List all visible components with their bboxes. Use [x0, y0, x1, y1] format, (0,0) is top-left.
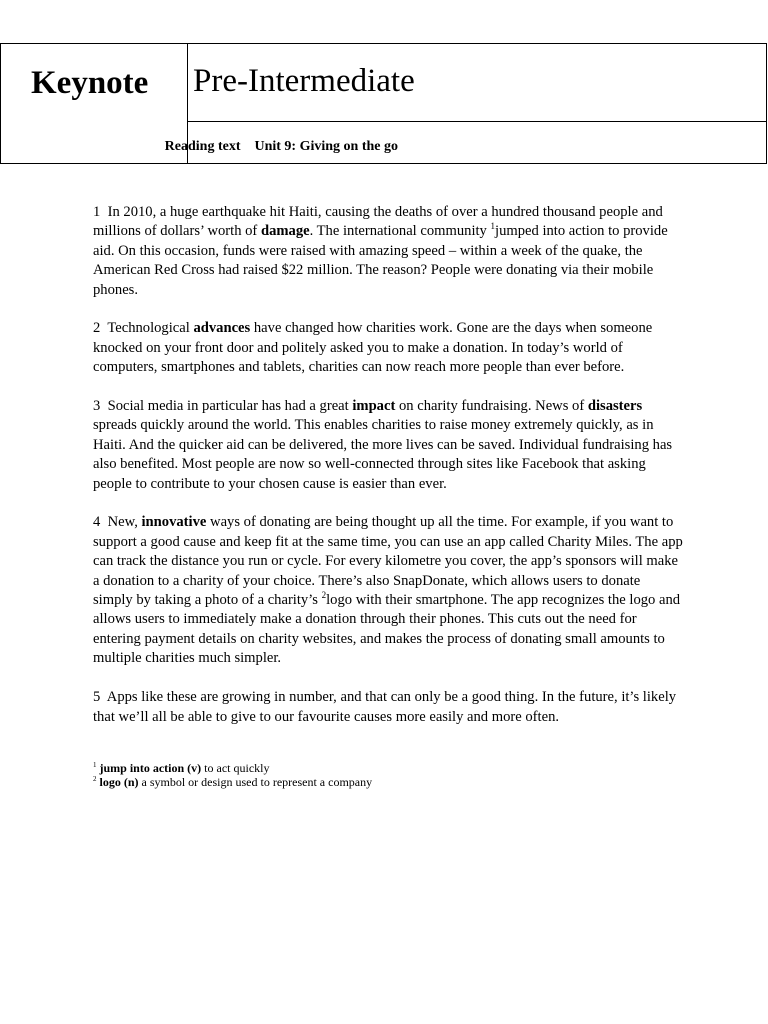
paragraph-number: 4 — [93, 514, 101, 531]
paragraph-text: ways of donating are being thought up all the time. For example, if you want to support a good cause and keep fit at the same time, you can use an app called Charity Miles. The app can track the distance you run or cycle. For every kilometre you cover, the app’s sponsors will make a donation to a charity of your choice. There’s also SnapDonate, which allows users to donate simply by taking a photo of a charity’s — [93, 514, 683, 609]
key-term: innovative — [141, 514, 207, 531]
paragraph — [93, 513, 683, 668]
paragraph-number: 3 — [93, 398, 101, 415]
document-header — [0, 43, 767, 164]
paragraph-number: 2 — [93, 320, 101, 337]
paragraph — [93, 397, 683, 494]
paragraph-text: In 2010, a huge earthquake hit Haiti, causing the deaths of over a hundred thousand people and millions of dollars’ worth of — [93, 204, 663, 240]
subheader-row — [1, 138, 766, 158]
footnote-definition: a symbol or design used to represent a company — [138, 774, 373, 789]
subheader-text — [165, 138, 398, 156]
key-term: advances — [193, 320, 251, 337]
section-label: Reading text — [164, 139, 241, 154]
paragraph-text: spreads quickly around the world. This enables charities to raise money extremely quickly, as in Haiti. And the quicker aid can be delivered, the more lives can be saved. Individual fundraising has also benefited. Most people are now so well-connected through sites like Facebook that asking people to contribute to your chosen cause is easier than ever. — [93, 417, 673, 492]
paragraph-text: on charity fundraising. News of — [395, 398, 588, 415]
paragraph-text: have changed how charities work. Gone are the days when someone knocked on your front door and politely asked you to make a donation. In today’s world of computers, smartphones and tablets, charities can now reach more people than ever before. — [93, 320, 653, 376]
footnote-mark: 1 — [93, 761, 97, 769]
paragraph-text: . The international community — [309, 223, 491, 240]
paragraph-text: Apps like these are growing in number, and that can only be a good thing. In the future, it’s likely that we’ll all be able to give to our favourite causes more easily and more often. — [93, 689, 677, 725]
level-title: Pre-Intermediate — [193, 63, 415, 99]
brand-title: Keynote — [31, 65, 149, 101]
key-term: disasters — [587, 398, 643, 415]
footnote-marker: 2 — [321, 590, 327, 601]
paragraph-text: New, — [107, 514, 142, 531]
reading-text — [93, 203, 683, 746]
paragraph — [93, 203, 683, 300]
paragraph-text: Technological — [107, 320, 194, 337]
paragraph-text: Social media in particular has had a great — [107, 398, 353, 415]
paragraph-text: jumped into action to provide aid. On this occasion, funds were raised with amazing speed – within a week of the quake, the American Red Cross had raised $22 million. The reason? People were donating via their mobile phones. — [93, 223, 668, 298]
footnote-term: logo (n) — [99, 774, 139, 789]
paragraph — [93, 319, 683, 377]
paragraph-number: 1 — [93, 204, 101, 220]
footnote-term: jump into action (v) — [99, 761, 202, 775]
footnote — [93, 776, 683, 790]
footnotes — [93, 762, 683, 789]
paragraph-text: logo with their smartphone. The app recognizes the logo and allows users to immediately make a donation through their phones. This cuts out the need for entering payment details on charity websites, and makes the process of donating small amounts to multiple charities much simpler. — [93, 592, 681, 667]
footnote-mark: 2 — [93, 774, 97, 783]
footnote-definition: to act quickly — [201, 761, 270, 775]
footnote-marker: 1 — [490, 221, 496, 232]
key-term: impact — [352, 398, 396, 415]
header-divider — [188, 121, 766, 122]
footnote — [93, 762, 683, 776]
key-term: damage — [260, 223, 310, 240]
unit-title: Unit 9: Giving on the go — [254, 139, 398, 154]
paragraph-number: 5 — [93, 689, 101, 706]
paragraph — [93, 688, 683, 727]
